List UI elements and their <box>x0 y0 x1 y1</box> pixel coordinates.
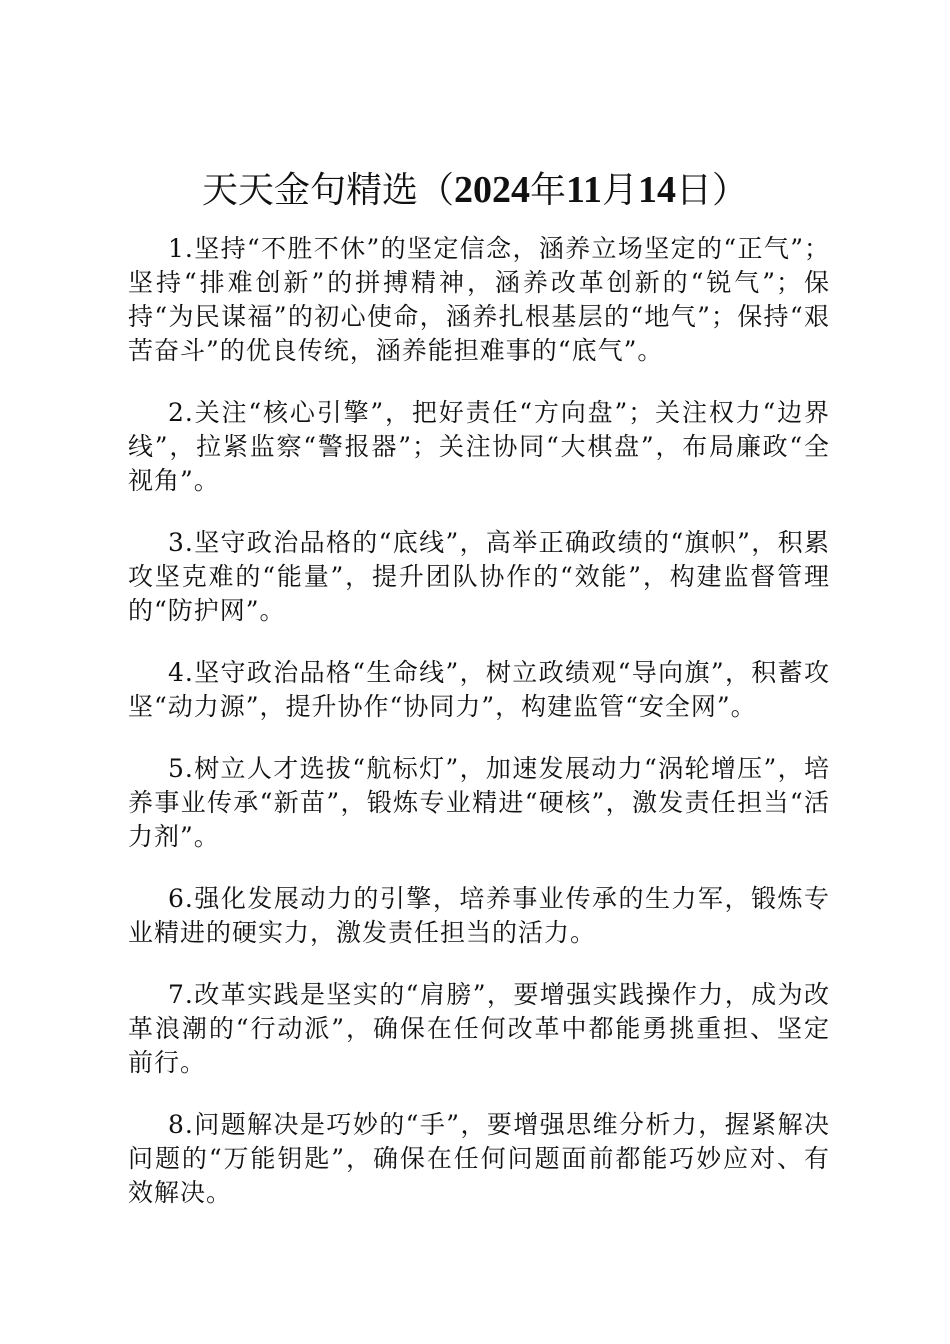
quote-paragraph-6: 6.强化发展动力的引擎，培养事业传承的生力军，锻炼专业精进的硬实力，激发责任担当的活力。 <box>128 884 830 947</box>
title-month-unit: 月 <box>601 170 638 211</box>
quote-list <box>128 232 830 1238</box>
quote-paragraph-3: 3.坚守政治品格的“底线”，高举正确政绩的“旗帜”，积累攻坚克难的“能量”，提升团队协作的“效能”，构建监督管理的“防护网”。 <box>128 528 830 625</box>
title-day-unit: 日） <box>675 170 748 211</box>
page-title <box>0 166 950 215</box>
title-year: 2024 <box>454 169 531 211</box>
quote-paragraph-7: 7.改革实践是坚实的“肩膀”，要增强实践操作力，成为改革浪潮的“行动派”，确保在任何改革中都能勇挑重担、坚定前行。 <box>128 980 830 1077</box>
quote-paragraph-1: 1.坚持“不胜不休”的坚定信念，涵养立场坚定的“正气”；坚持“排难创新”的拼搏精神，涵养改革创新的“锐气”；保持“为民谋福”的初心使命，涵养扎根基层的“地气”；保持“艰苦奋斗”的优良传统，涵养能担难事的“底气”。 <box>128 234 830 365</box>
quote-paragraph-2: 2.关注“核心引擎”，把好责任“方向盘”；关注权力“边界线”，拉紧监察“警报器”；关注协同“大棋盘”，布局廉政“全视角”。 <box>128 398 830 495</box>
quote-paragraph-8: 8.问题解决是巧妙的“手”，要增强思维分析力，握紧解决问题的“万能钥匙”，确保在任何问题面前都能巧妙应对、有效解决。 <box>128 1110 830 1207</box>
quote-paragraph-5: 5.树立人才选拔“航标灯”，加速发展动力“涡轮增压”，培养事业传承“新苗”，锻炼专业精进“硬核”，激发责任担当“活力剂”。 <box>128 754 830 851</box>
title-day: 14 <box>637 169 676 211</box>
title-prefix: 天天金句精选（ <box>202 170 455 211</box>
title-year-unit: 年 <box>530 170 567 211</box>
title-month: 11 <box>566 169 602 211</box>
quote-paragraph-4: 4.坚守政治品格“生命线”，树立政绩观“导向旗”，积蓄攻坚“动力源”，提升协作“协同力”，构建监管“安全网”。 <box>128 658 830 721</box>
